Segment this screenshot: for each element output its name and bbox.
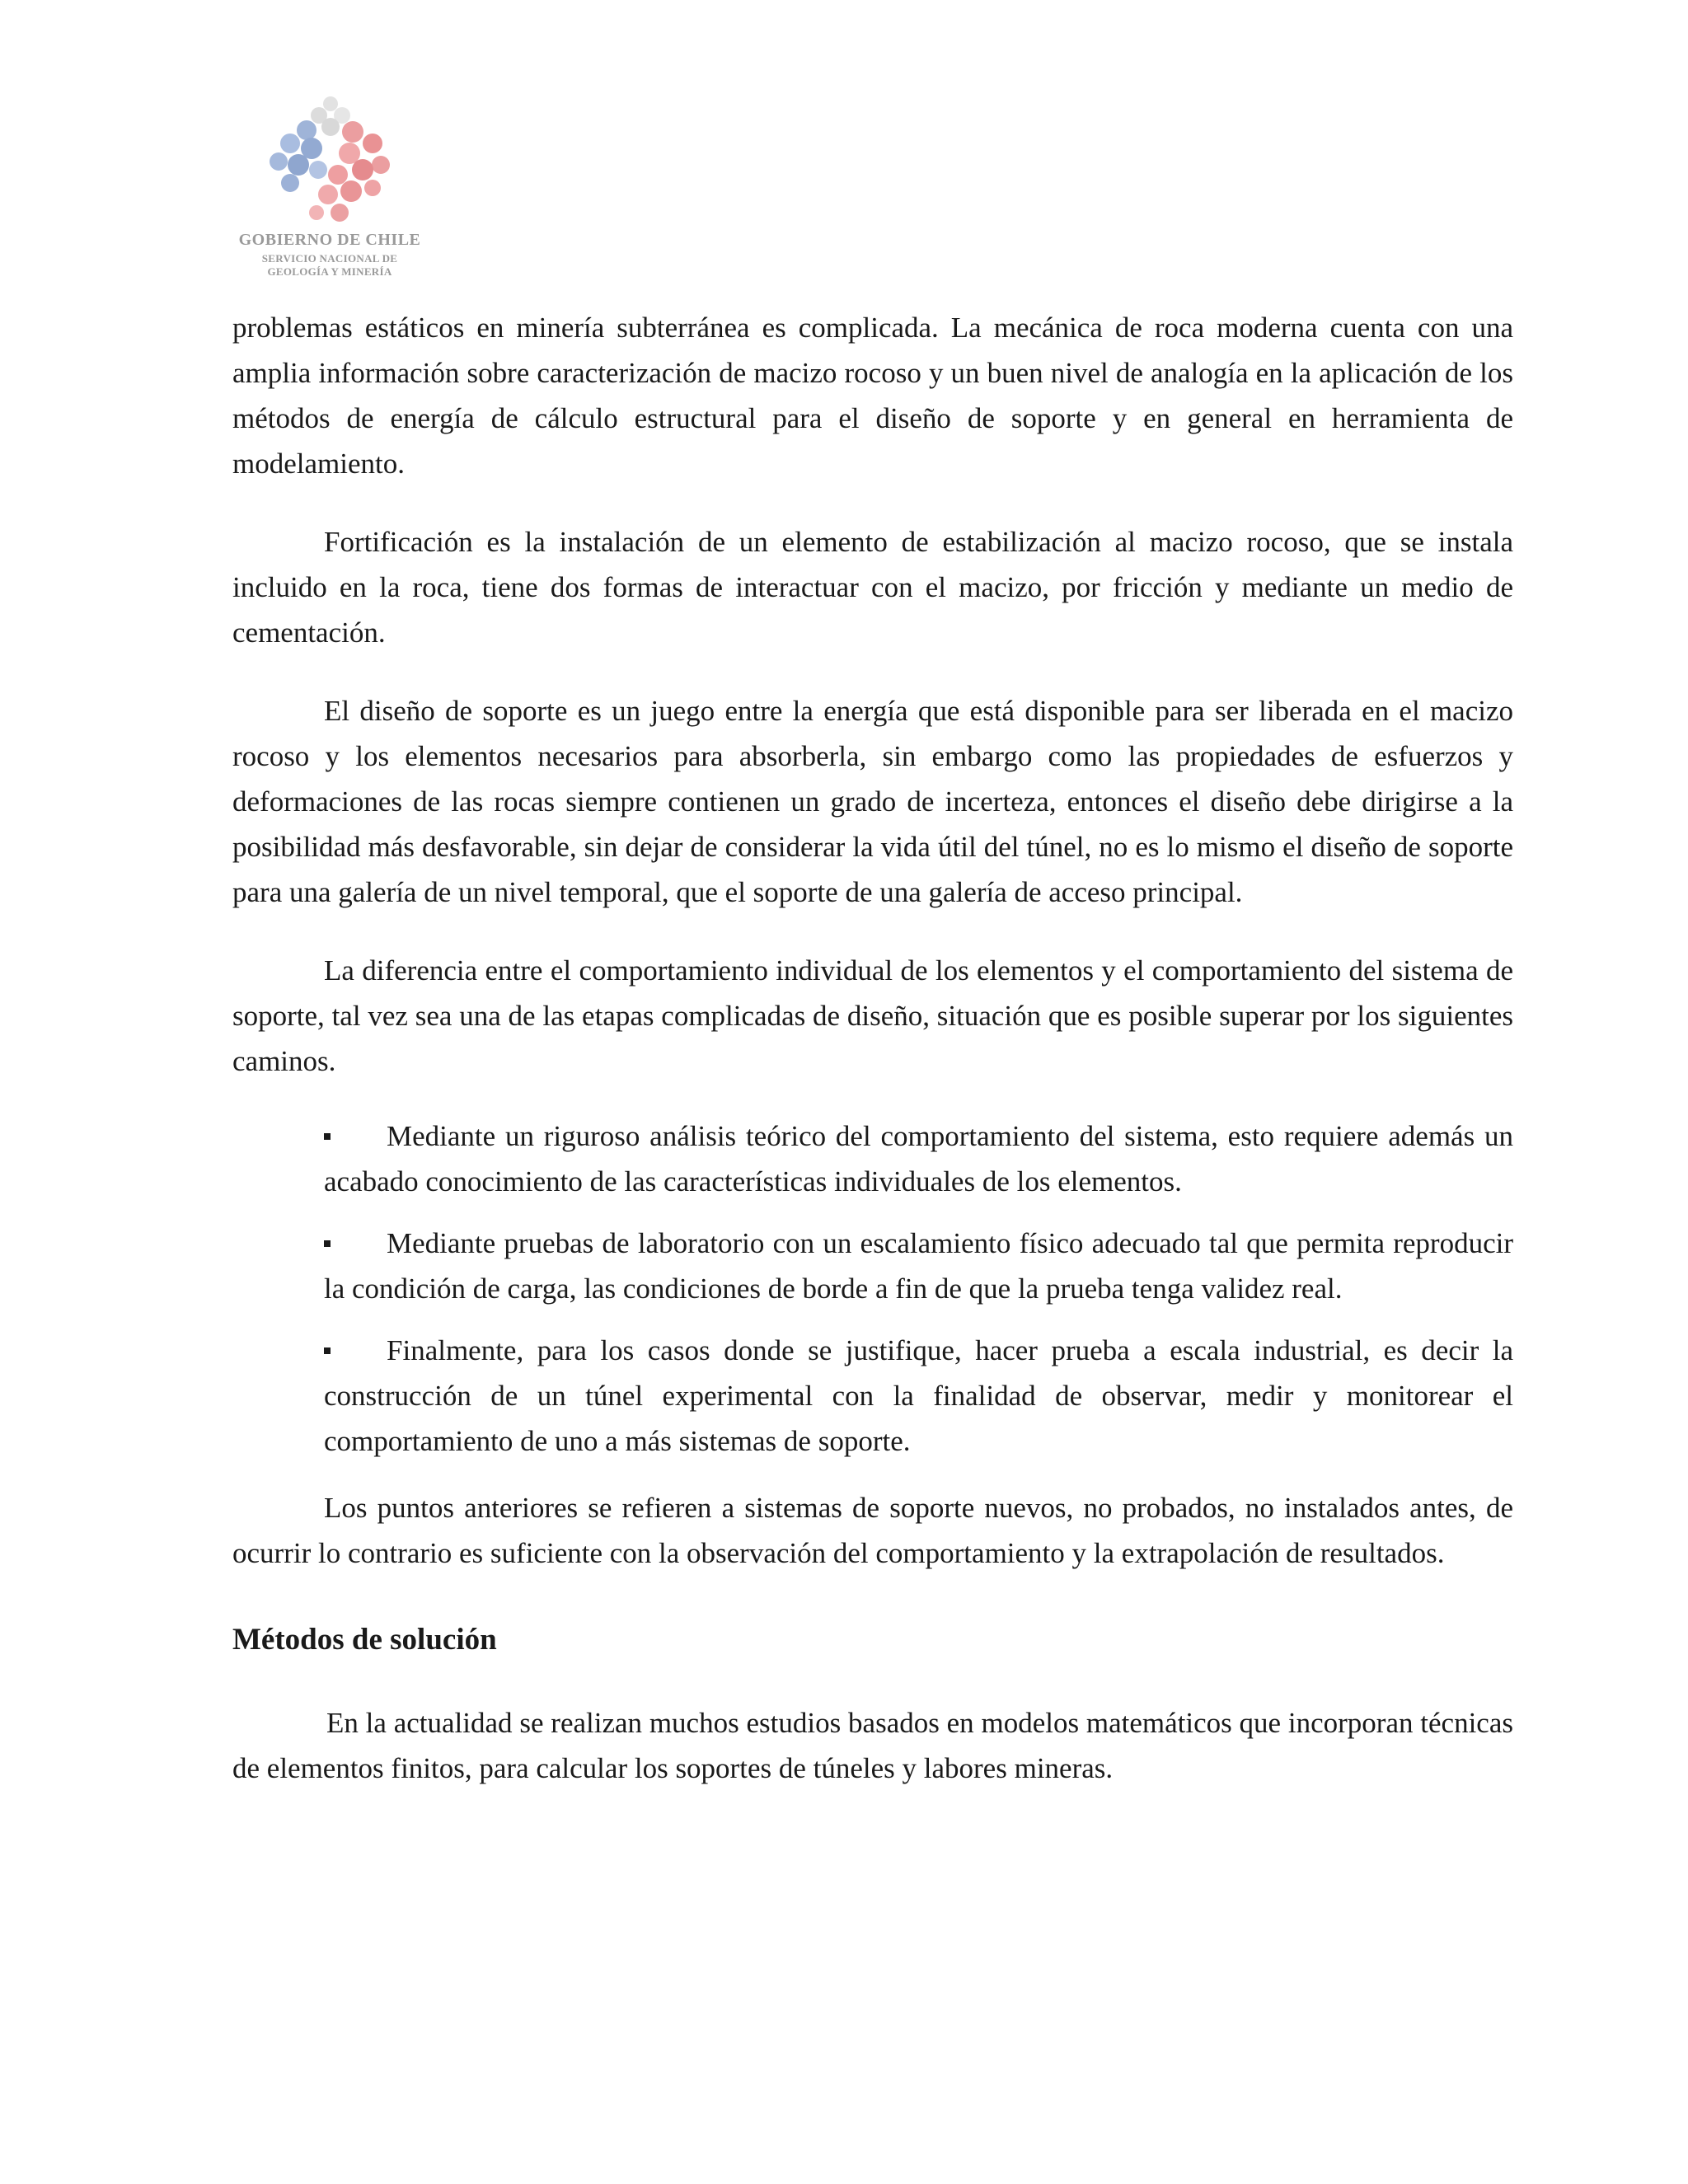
- logo-tile: [331, 204, 349, 222]
- government-logo: [231, 89, 429, 287]
- logo-text-line1: GOBIERNO DE CHILE: [238, 231, 421, 249]
- document-body: [232, 305, 1513, 1824]
- diamond-mosaic-icon: [260, 89, 401, 229]
- logo-tile: [297, 120, 316, 140]
- logo-tile: [352, 159, 373, 180]
- paragraph: Los puntos anteriores se refieren a sistemas de soporte nuevos, no probados, no instalados antes, de ocurrir lo contrario es suficiente con la observación del comportamiento y la extrapolación de resultados.: [232, 1492, 1513, 1569]
- paragraph: problemas estáticos en minería subterránea es complicada. La mecánica de roca moderna cuenta con una amplia información sobre caracterización de macizo rocoso y un buen nivel de analogía en la aplicación de los métodos de energía de cálculo estructural para el diseño de soporte y en general en herramienta de modelamiento.: [232, 312, 1513, 480]
- list-item: [324, 1328, 1513, 1464]
- logo-tile: [342, 121, 363, 143]
- paragraph: En la actualidad se realizan muchos estudios basados en modelos matemáticos que incorporan técnicas de elementos finitos, para calcular los soportes de túneles y labores mineras.: [232, 1707, 1513, 1784]
- paragraph: Fortificación es la instalación de un elemento de estabilización al macizo rocoso, que se instala incluido en la roca, tiene dos formas de interactuar con el macizo, por fricción y mediante un medio de cementación.: [232, 526, 1513, 649]
- list-item-text: Finalmente, para los casos donde se justifique, hacer prueba a escala industrial, es decir la construcción de un túnel experimental con la finalidad de observar, medir y monitorear el comportamiento de uno a más sistemas de soporte.: [324, 1334, 1513, 1457]
- bullet-list: [232, 1113, 1513, 1464]
- paragraph: El diseño de soporte es un juego entre la energía que está disponible para ser liberada en el macizo rocoso y los elementos necesarios para absorberla, sin embargo como las propiedades de esfuerzos y deformaciones de las rocas siempre contienen un grado de incerteza, entonces el diseño debe dirigirse a la posibilidad más desfavorable, sin dejar de considerar la vida útil del túnel, no es lo mismo el diseño de soporte para una galería de un nivel temporal, que el soporte de una galería de acceso principal.: [232, 695, 1513, 908]
- logo-tile: [321, 118, 340, 136]
- list-item-text: Mediante pruebas de laboratorio con un escalamiento físico adecuado tal que permita reproducir la condición de carga, las condiciones de borde a fin de que la prueba tenga validez real.: [324, 1227, 1513, 1305]
- logo-tile: [363, 134, 382, 153]
- logo-text-line2: SERVICIO NACIONAL DE: [261, 252, 398, 265]
- list-item-text: Mediante un riguroso análisis teórico del comportamiento del sistema, esto requiere además un acabado conocimiento de las características individuales de los elementos.: [324, 1120, 1513, 1197]
- logo-tile: [364, 180, 381, 196]
- logo-tile: [281, 174, 299, 192]
- square-bullet-icon: [324, 1133, 331, 1140]
- paragraph: La diferencia entre el comportamiento individual de los elementos y el comportamiento del sistema de soporte, tal vez sea una de las etapas complicadas de diseño, situación que es posible superar por los siguientes caminos.: [232, 954, 1513, 1077]
- logo-tile: [280, 134, 300, 153]
- square-bullet-icon: [324, 1347, 331, 1354]
- logo-tile: [309, 205, 324, 220]
- section-heading: Métodos de solución: [232, 1623, 497, 1657]
- logo-tile: [288, 154, 309, 176]
- logo-tile: [309, 161, 327, 179]
- list-item: [324, 1113, 1513, 1204]
- logo-tile: [328, 165, 348, 185]
- logo-tile: [270, 152, 288, 171]
- logo-tile: [340, 180, 362, 202]
- logo-tile: [318, 185, 338, 204]
- logo-tile: [372, 156, 390, 174]
- list-item: [324, 1221, 1513, 1311]
- square-bullet-icon: [324, 1240, 331, 1247]
- logo-tile: [323, 96, 338, 111]
- logo-text-line3: GEOLOGÍA Y MINERÍA: [267, 265, 392, 278]
